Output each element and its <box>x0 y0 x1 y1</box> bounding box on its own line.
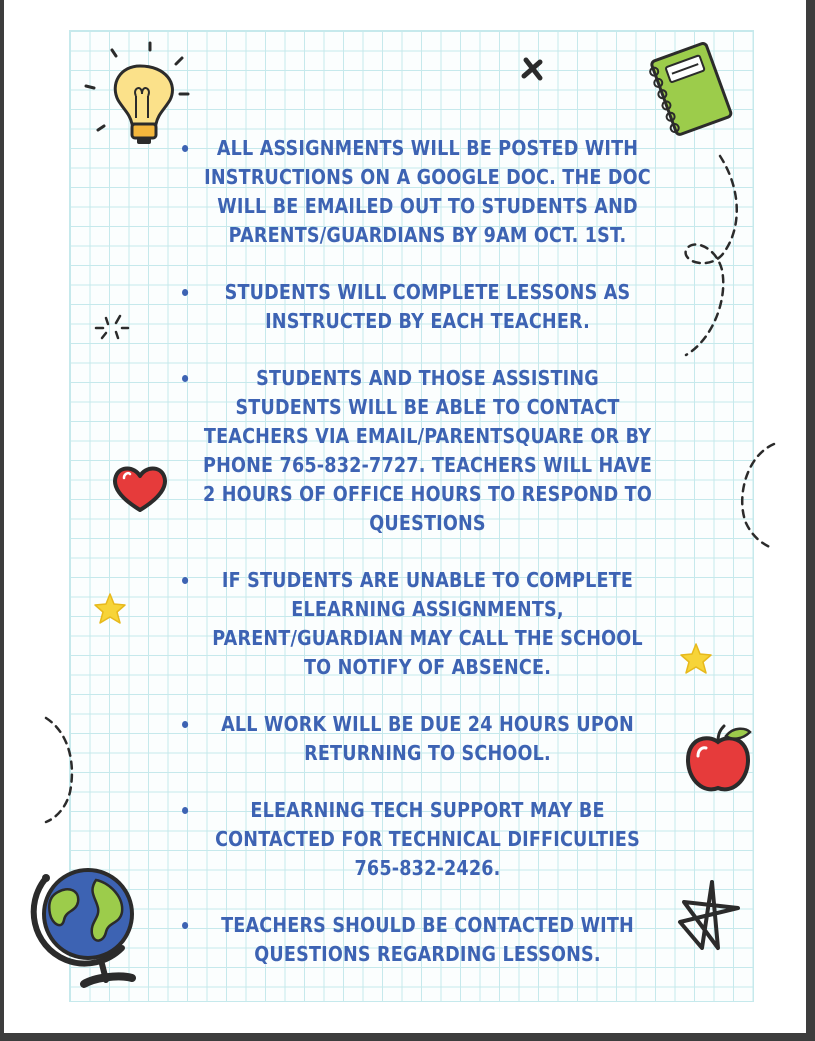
bullet-dot <box>182 807 188 814</box>
list-item-text: STUDENTS WILL COMPLETE LESSONS AS INSTRUCTED BY EACH TEACHER. <box>224 280 631 333</box>
dashed-arc-icon <box>736 438 781 553</box>
bullet-dot <box>182 577 188 584</box>
cross-icon <box>518 54 548 84</box>
list-item-text: ALL WORK WILL BE DUE 24 HOURS UPON RETURNING TO SCHOOL. <box>221 712 634 765</box>
list-item <box>178 134 671 250</box>
sparkle-icon <box>92 310 132 346</box>
flyer-page <box>4 0 806 1033</box>
list-item-text: TEACHERS SHOULD BE CONTACTED WITH QUESTIONS REGARDING LESSONS. <box>221 913 634 966</box>
list-item <box>178 566 671 682</box>
notebook-icon <box>644 38 739 138</box>
bullet-dot <box>182 145 188 152</box>
list-item <box>178 710 671 768</box>
list-item <box>178 796 671 883</box>
bullet-dot <box>182 721 188 728</box>
lightbulb-icon <box>82 38 202 148</box>
list-item-text: ELEARNING TECH SUPPORT MAY BE CONTACTED FOR TECHNICAL DIFFICULTIES 765-832-2426. <box>215 798 640 880</box>
list-item-text: ALL ASSIGNMENTS WILL BE POSTED WITH INSTRUCTIONS ON A GOOGLE DOC. THE DOC WILL BE EMAILED OUT TO STUDENTS AND PARENTS/GUARDIANS BY 9AM OCT. 1ST. <box>204 136 651 247</box>
bullet-dot <box>182 289 188 296</box>
list-item <box>178 278 671 336</box>
list-item <box>178 364 671 538</box>
instruction-list <box>144 134 704 997</box>
list-item-text: STUDENTS AND THOSE ASSISTING STUDENTS WILL BE ABLE TO CONTACT TEACHERS VIA EMAIL/PARENTSQUARE OR BY PHONE 765-832-7727. TEACHERS WILL HAVE 2 HOURS OF OFFICE HOURS TO RESPOND TO QUESTIONS <box>202 366 653 535</box>
list-item-text: IF STUDENTS ARE UNABLE TO COMPLETE ELEARNING ASSIGNMENTS, PARENT/GUARDIAN MAY CALL THE SCHOOL TO NOTIFY OF ABSENCE. <box>212 568 643 679</box>
bullet-dot <box>182 375 188 382</box>
dashed-arc-icon <box>40 712 82 827</box>
bullet-dot <box>182 922 188 929</box>
list-item <box>178 911 671 969</box>
globe-icon <box>28 852 148 994</box>
star-icon <box>92 592 128 626</box>
